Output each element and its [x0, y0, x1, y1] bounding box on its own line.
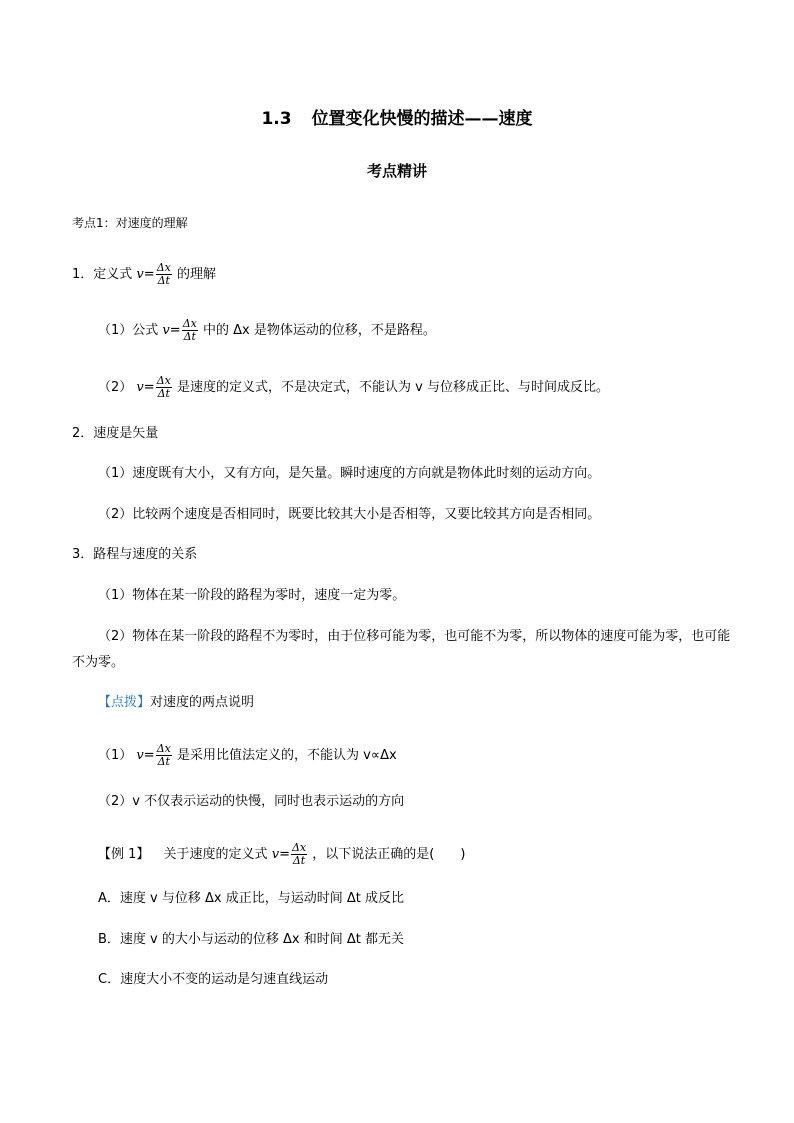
p2-item-2: （2）比较两个速度是否相同时，既要比较其大小是否相等，又要比较其方向是否相同。 — [98, 507, 601, 522]
tip-label: 【点拨】 — [98, 695, 151, 710]
p3-item-1: （1）物体在某一阶段的路程为零时，速度一定为零。 — [98, 588, 406, 603]
option-c: C．速度大小不变的运动是匀速直线运动 — [98, 972, 329, 987]
option-b: B．速度 v 的大小与运动的位移 Δx 和时间 Δt 都无关 — [98, 932, 404, 947]
p3-heading: 3．路程与速度的关系 — [72, 547, 198, 562]
formula: v= $\frac{\Delta x}{\Delta t}$ — [136, 261, 171, 287]
formula: v= $\frac{\Delta x}{\Delta t}$ — [271, 841, 307, 867]
page-title — [0, 104, 794, 129]
tip-item-2: （2）v 不仅表示运动的快慢，同时也表示运动的方向 — [98, 794, 405, 809]
section-title: 位置变化快慢的描述——速度 — [311, 109, 533, 129]
p1-item-2: （2） v= $\frac{\Delta x}{\Delta t}$ 是速度的定义式，不是决定式，不能认为 v 与位移成正比、与时间成反比。 — [98, 374, 609, 400]
formula: v= $\frac{\Delta x}{\Delta t}$ — [162, 317, 197, 343]
p2-heading: 2．速度是矢量 — [72, 426, 159, 441]
page-subtitle: 考点精讲 — [366, 162, 427, 180]
formula: v= $\frac{\Delta x}{\Delta t}$ — [136, 742, 171, 768]
tip-item-1: （1） v= $\frac{\Delta x}{\Delta t}$ 是采用比值法定义的，不能认为 v∝Δx — [98, 742, 397, 768]
option-a: A．速度 v 与位移 Δx 成正比，与运动时间 Δt 成反比 — [98, 891, 404, 906]
example-stem: 【例 1】 关于速度的定义式 v= $\frac{\Delta x}{\Delta t}$ ，以下说法正确的是( ) — [98, 841, 466, 867]
formula: v= $\frac{\Delta x}{\Delta t}$ — [136, 374, 171, 400]
p3-item-2: （2）物体在某一阶段的路程不为零时，由于位移可能为零，也可能不为零，所以物体的速度可能为零，也可能不为零。 — [72, 629, 731, 670]
p1-heading: 1．定义式 v= $\frac{\Delta x}{\Delta t}$ 的理解 — [72, 261, 216, 287]
p2-item-1: （1）速度既有大小，又有方向，是矢量。瞬时速度的方向就是物体此时刻的运动方向。 — [98, 466, 601, 481]
section-number: 1.3 — [261, 109, 292, 129]
example-label: 【例 1】 — [98, 847, 150, 862]
kp1-title: 考点1：对速度的理解 — [72, 216, 188, 230]
p1-item-1: （1）公式 v= $\frac{\Delta x}{\Delta t}$ 中的 Δx 是物体运动的位移，不是路程。 — [98, 317, 436, 343]
tip-text: 对速度的两点说明 — [150, 695, 255, 710]
tip-heading — [98, 694, 254, 712]
